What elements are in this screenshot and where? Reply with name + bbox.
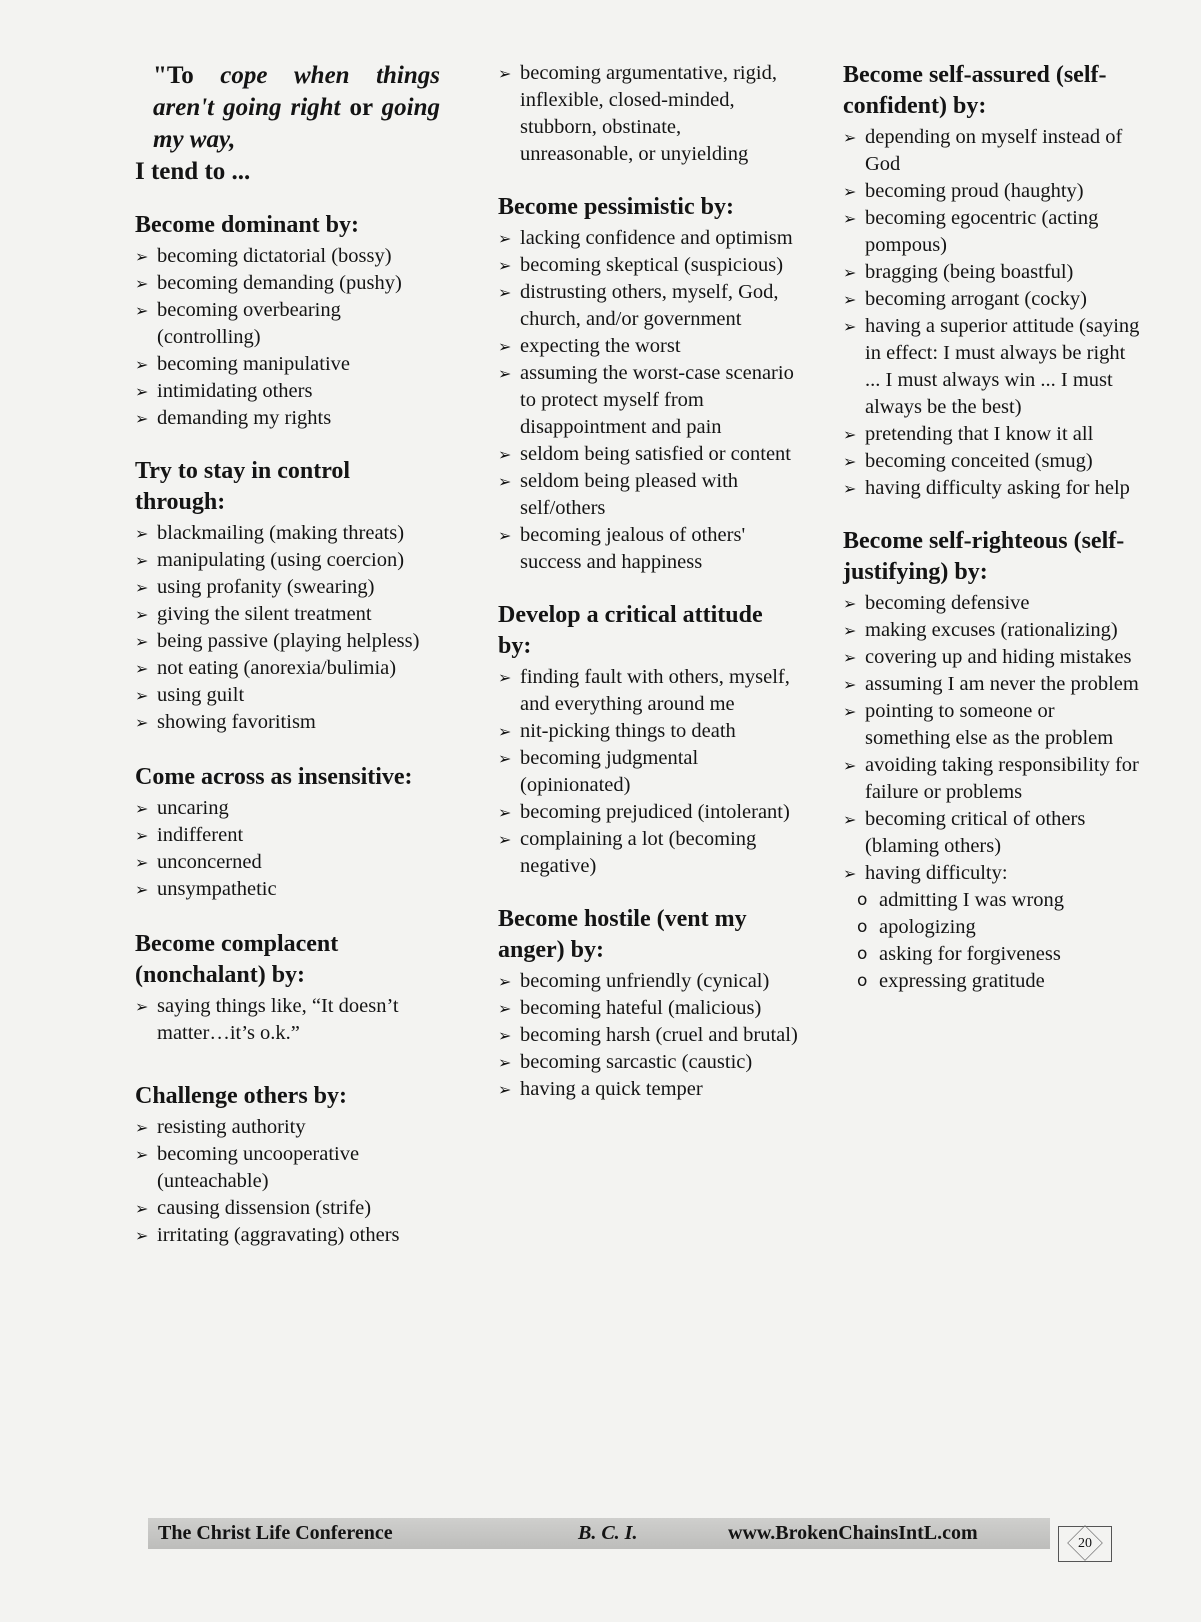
section	[498, 600, 798, 880]
bullet-item	[498, 745, 798, 799]
bullet-item	[135, 520, 440, 547]
section-heading: Try to stay in control through:	[135, 458, 351, 515]
bullet-item	[843, 698, 1143, 752]
section-heading: Become complacent (nonchalant) by:	[135, 931, 339, 988]
bullet-text: giving the silent treatment	[157, 603, 372, 625]
bullet-text: assuming I am never the problem	[865, 673, 1139, 695]
bullet-text: becoming manipulative	[157, 353, 350, 375]
bullet-text: becoming dictatorial (bossy)	[157, 245, 392, 267]
bullet-text: assuming the worst-case scenario to protect myself from disappointment and pain	[520, 362, 794, 438]
bullet-item	[498, 1049, 798, 1076]
bullet-text: complaining a lot (becoming negative)	[520, 828, 757, 877]
bullet-text: becoming egocentric (acting pompous)	[865, 207, 1099, 256]
section-heading: Become self-righteous (self-justifying) by:	[843, 528, 1125, 585]
section	[498, 60, 798, 168]
bullet-text: pointing to someone or something else as the problem	[865, 700, 1114, 749]
bullet-item	[135, 243, 440, 270]
bullet-item	[135, 378, 440, 405]
bullet-item	[135, 822, 440, 849]
bullet-item	[843, 421, 1143, 448]
bullet-text: having difficulty asking for help	[865, 477, 1130, 499]
bullet-text: using guilt	[157, 684, 245, 706]
bullet-item	[135, 1114, 440, 1141]
bullet-text: becoming hateful (malicious)	[520, 997, 762, 1019]
section	[135, 762, 440, 903]
bullet-list	[843, 590, 1143, 887]
bullet-list	[843, 124, 1143, 502]
bullet-item	[843, 644, 1143, 671]
bullet-item	[843, 178, 1143, 205]
bullet-item	[843, 124, 1143, 178]
bullet-item	[135, 628, 440, 655]
bullet-text: becoming uncooperative (unteachable)	[157, 1143, 360, 1192]
bullet-list	[135, 243, 440, 432]
bullet-text: irritating (aggravating) others	[157, 1224, 400, 1246]
bullet-text: having a quick temper	[520, 1078, 703, 1100]
bullet-item	[498, 995, 798, 1022]
bullet-text: nit-picking things to death	[520, 720, 736, 742]
bullet-item	[843, 752, 1143, 806]
bullet-item	[843, 671, 1143, 698]
section-heading: Become pessimistic by:	[498, 194, 734, 220]
bullet-text: blackmailing (making threats)	[157, 522, 405, 544]
intro-italic-2: going my way,	[153, 94, 440, 153]
section-heading: Become self-assured (self-confident) by:	[843, 62, 1107, 119]
section	[135, 210, 440, 432]
bullet-item	[843, 806, 1143, 860]
bullet-item	[135, 601, 440, 628]
bullet-text: indifferent	[157, 824, 244, 846]
section	[843, 526, 1143, 995]
bullet-item	[498, 1022, 798, 1049]
bullet-text: being passive (playing helpless)	[157, 630, 420, 652]
bullet-text: uncaring	[157, 797, 229, 819]
bullet-item	[135, 709, 440, 736]
bullet-item	[498, 279, 798, 333]
bullet-text: resisting authority	[157, 1116, 306, 1138]
bullet-text: not eating (anorexia/bulimia)	[157, 657, 397, 679]
section	[498, 192, 798, 576]
bullet-item	[498, 968, 798, 995]
sub-item: o admitting I was wrong	[857, 887, 1143, 914]
section-heading: Challenge others by:	[135, 1083, 347, 1109]
bullet-item	[498, 1076, 798, 1103]
bullet-text: unconcerned	[157, 851, 262, 873]
bullet-text: becoming harsh (cruel and brutal)	[520, 1024, 798, 1046]
bullet-text: using profanity (swearing)	[157, 576, 375, 598]
sub-list	[843, 887, 1143, 995]
section	[135, 1081, 440, 1249]
bullet-text: saying things like, “It doesn’t matter…it’s o.k.”	[157, 995, 399, 1044]
bullet-text: causing dissension (strife)	[157, 1197, 372, 1219]
bullet-text: becoming proud (haughty)	[865, 180, 1084, 202]
bullet-text: becoming skeptical (suspicious)	[520, 254, 784, 276]
bullet-list	[498, 968, 798, 1103]
bullet-item	[135, 655, 440, 682]
bullet-item	[135, 849, 440, 876]
bullet-item	[498, 225, 798, 252]
section-heading: Become hostile (vent my anger) by:	[498, 906, 747, 963]
bullet-text: seldom being satisfied or content	[520, 443, 791, 465]
column-right	[843, 60, 1143, 995]
bullet-text: showing favoritism	[157, 711, 316, 733]
bullet-item	[843, 860, 1143, 887]
bullet-item	[498, 441, 798, 468]
bullet-item	[843, 259, 1143, 286]
bullet-text: depending on myself instead of God	[865, 126, 1123, 175]
bullet-text: becoming defensive	[865, 592, 1030, 614]
bullet-text: becoming demanding (pushy)	[157, 272, 402, 294]
intro-italic: cope when things aren't going right	[153, 62, 441, 121]
footer-title: The Christ Life Conference	[158, 1522, 393, 1544]
intro-open: "To	[153, 62, 221, 89]
bullet-text: becoming argumentative, rigid, inflexible, closed-minded, stubborn, obstinate, unreasonable, or unyielding	[520, 62, 777, 165]
section	[135, 456, 440, 736]
bullet-item	[498, 664, 798, 718]
bullet-item	[135, 993, 440, 1047]
bullet-item	[498, 252, 798, 279]
bullet-list	[498, 225, 798, 576]
bullet-list	[135, 993, 440, 1047]
bullet-item	[135, 1141, 440, 1195]
footer-url: www.BrokenChainsIntL.com	[728, 1522, 978, 1544]
bullet-text: making excuses (rationalizing)	[865, 619, 1118, 641]
bullet-text: becoming arrogant (cocky)	[865, 288, 1087, 310]
bullet-item	[843, 205, 1143, 259]
bullet-item	[135, 351, 440, 378]
bullet-item	[498, 333, 798, 360]
bullet-text: finding fault with others, myself, and everything around me	[520, 666, 790, 715]
bullet-list	[135, 520, 440, 736]
bullet-text: becoming conceited (smug)	[865, 450, 1093, 472]
section-heading: Develop a critical attitude by:	[498, 602, 763, 659]
bullet-text: becoming jealous of others' success and happiness	[520, 524, 746, 573]
bullet-text: manipulating (using coercion)	[157, 549, 405, 571]
bullet-text: intimidating others	[157, 380, 313, 402]
bullet-item	[498, 522, 798, 576]
bullet-text: distrusting others, myself, God, church, and/or government	[520, 281, 779, 330]
bullet-item	[843, 286, 1143, 313]
section	[498, 904, 798, 1103]
bullet-text: expecting the worst	[520, 335, 681, 357]
bullet-item	[135, 1222, 440, 1249]
bullet-item	[135, 682, 440, 709]
bullet-text: becoming judgmental (opinionated)	[520, 747, 699, 796]
bullet-item	[498, 468, 798, 522]
bullet-list	[135, 795, 440, 903]
page-number: 20	[1058, 1526, 1112, 1562]
intro-last: I tend to ...	[135, 158, 251, 185]
bullet-item	[135, 270, 440, 297]
bullet-text: seldom being pleased with self/others	[520, 470, 739, 519]
bullet-text: bragging (being boastful)	[865, 261, 1074, 283]
footer-org: B. C. I.	[578, 1522, 638, 1544]
bullet-item	[498, 826, 798, 880]
bullet-text: avoiding taking responsibility for failure or problems	[865, 754, 1139, 803]
bullet-text: pretending that I know it all	[865, 423, 1094, 445]
bullet-item	[135, 547, 440, 574]
sub-item: o apologizing	[857, 914, 1143, 941]
bullet-list	[135, 1114, 440, 1249]
section	[843, 60, 1143, 502]
intro-text	[135, 60, 441, 188]
bullet-text: becoming unfriendly (cynical)	[520, 970, 770, 992]
bullet-item	[498, 360, 798, 441]
bullet-text: covering up and hiding mistakes	[865, 646, 1132, 668]
bullet-item	[135, 1195, 440, 1222]
bullet-text: having difficulty:	[865, 862, 1008, 884]
bullet-list	[498, 60, 798, 168]
bullet-item	[843, 475, 1143, 502]
bullet-text: demanding my rights	[157, 407, 332, 429]
bullet-item	[135, 405, 440, 432]
bullet-text: lacking confidence and optimism	[520, 227, 793, 249]
bullet-item	[843, 448, 1143, 475]
bullet-text: becoming prejudiced (intolerant)	[520, 801, 790, 823]
section-heading: Come across as insensitive:	[135, 764, 413, 790]
bullet-text: becoming sarcastic (caustic)	[520, 1051, 753, 1073]
bullet-text: becoming critical of others (blaming others)	[865, 808, 1086, 857]
sub-item: o expressing gratitude	[857, 968, 1143, 995]
sub-item: o asking for forgiveness	[857, 941, 1143, 968]
bullet-item	[135, 574, 440, 601]
section-heading: Become dominant by:	[135, 212, 359, 238]
footer-bar	[148, 1518, 1050, 1549]
bullet-text: becoming overbearing (controlling)	[157, 299, 341, 348]
bullet-list	[498, 664, 798, 880]
bullet-item	[843, 313, 1143, 421]
column-middle	[498, 60, 798, 1103]
bullet-item	[498, 60, 798, 168]
bullet-item	[135, 297, 440, 351]
bullet-text: unsympathetic	[157, 878, 277, 900]
bullet-item	[498, 718, 798, 745]
section	[135, 929, 440, 1047]
bullet-item	[843, 617, 1143, 644]
bullet-text: having a superior attitude (saying in effect: I must always be right ... I must always win ... I must always be the best)	[865, 315, 1140, 418]
intro-mid: or	[340, 94, 382, 121]
bullet-item	[135, 795, 440, 822]
bullet-item	[843, 590, 1143, 617]
bullet-item	[498, 799, 798, 826]
column-left	[135, 60, 440, 1249]
bullet-item	[135, 876, 440, 903]
